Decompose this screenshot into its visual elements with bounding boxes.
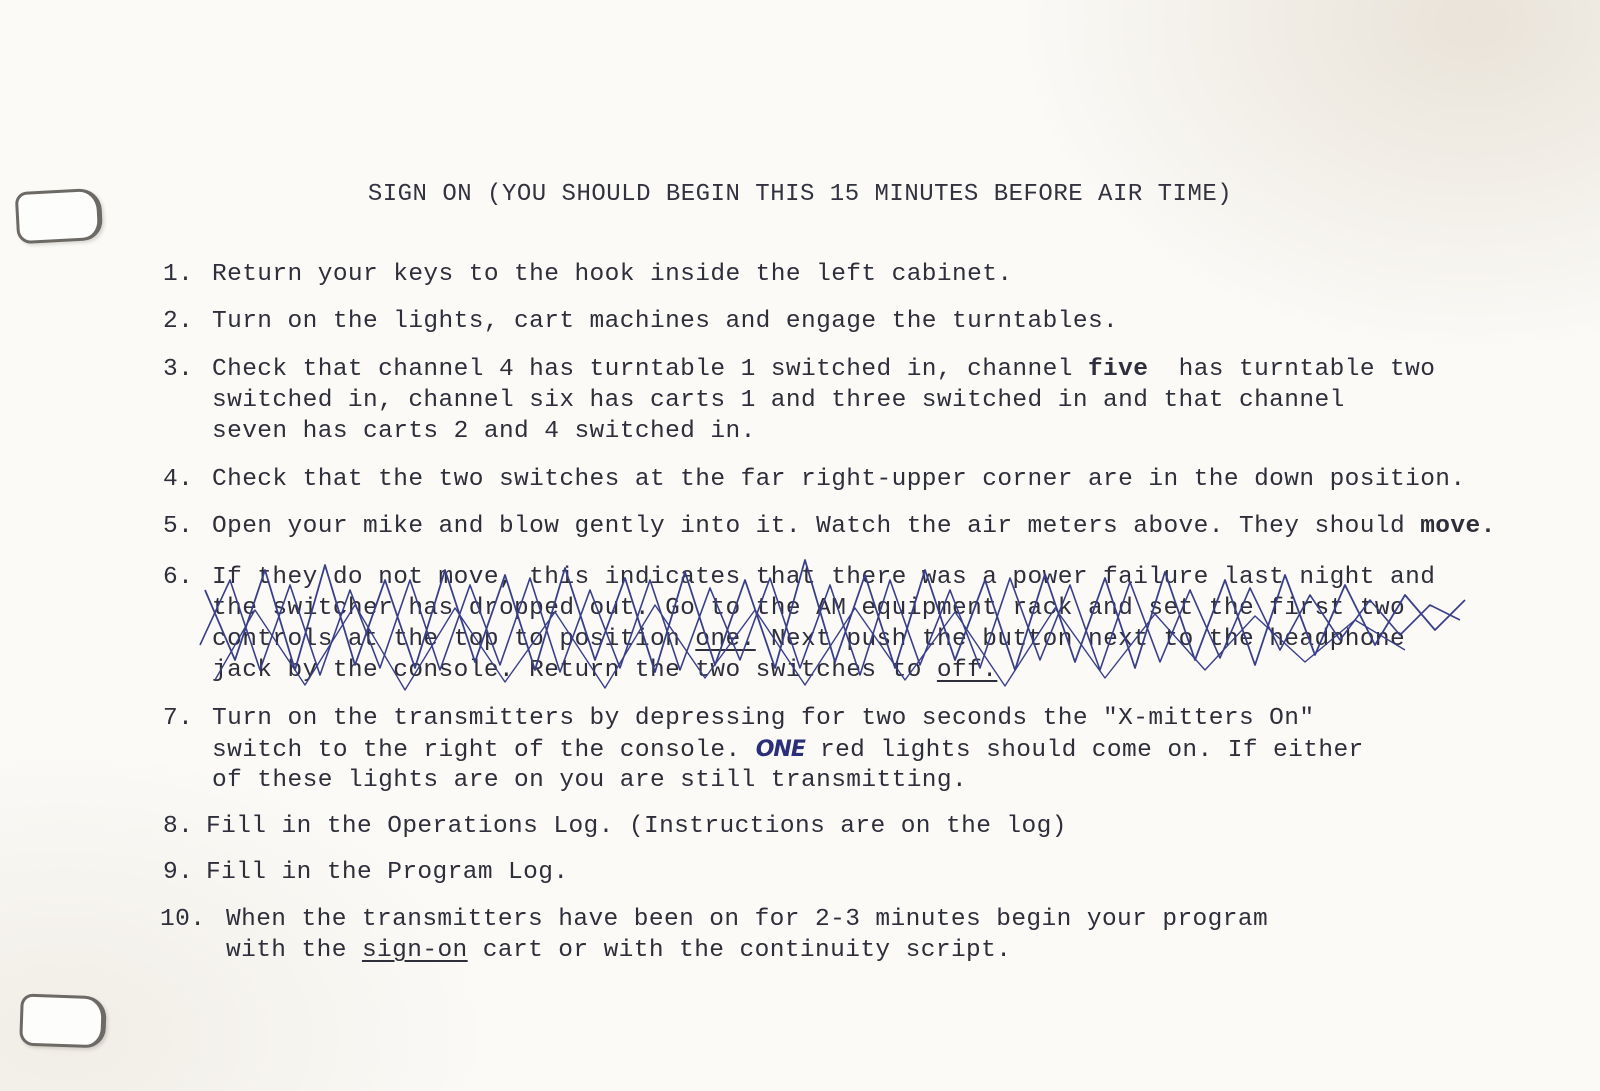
item-number: 4. (163, 466, 194, 493)
item-text: of these lights are on you are still transmitting. (212, 767, 968, 794)
item-number: 1. (163, 261, 194, 288)
item-number: 8. (163, 813, 194, 840)
item-number: 6. (163, 564, 194, 591)
item-text: seven has carts 2 and 4 switched in. (212, 418, 756, 445)
item-text: the switcher has dropped out. Go to the AM equipment rack and set the first two (212, 595, 1406, 622)
item-text: Fill in the Program Log. (206, 859, 569, 886)
item-text: Open your mike and blow gently into it. Watch the air meters above. They should move. (212, 513, 1496, 540)
item-number: 10. (160, 906, 206, 933)
item-number: 9. (163, 859, 194, 886)
item-text: Fill in the Operations Log. (Instructions are on the log) (206, 813, 1067, 840)
item-number: 2. (163, 308, 194, 335)
binder-hole-bottom (19, 994, 107, 1049)
item-number: 5. (163, 513, 194, 540)
item-text: If they do not move, this indicates that there was a power failure last night and (212, 564, 1436, 591)
item-text: Return your keys to the hook inside the left cabinet. (212, 261, 1013, 288)
item-text: Check that channel 4 has turntable 1 switched in, channel five has turntable two (212, 356, 1436, 383)
corrected-word: five (1087, 356, 1149, 383)
item-text: Turn on the transmitters by depressing for two seconds the "X-mitters On" (212, 705, 1315, 732)
page-title: SIGN ON (YOU SHOULD BEGIN THIS 15 MINUTES BEFORE AIR TIME) (367, 181, 1233, 208)
list-item (0, 904, 1269, 1028)
item-number: 3. (163, 356, 194, 383)
item-text: Turn on the lights, cart machines and engage the turntables. (212, 308, 1119, 335)
item-text: with the sign-on cart or with the continuity script. (226, 937, 1012, 964)
item-text: When the transmitters have been on for 2-3 minutes begin your program (226, 906, 1269, 933)
item-text: switch to the right of the console. ONE red lights should come on. If either (212, 737, 1364, 764)
handwritten-correction: ONE (755, 737, 805, 762)
item-text: switched in, channel six has carts 1 and three switched in and that channel (212, 387, 1345, 414)
item-text: jack by the console. Return the two switches to off. (212, 657, 998, 684)
item-text: controls at the top to position one. Next push the button next to the headphone (212, 626, 1406, 653)
item-number: 7. (163, 705, 194, 732)
item-text: Check that the two switches at the far right-upper corner are in the down position. (212, 466, 1466, 493)
